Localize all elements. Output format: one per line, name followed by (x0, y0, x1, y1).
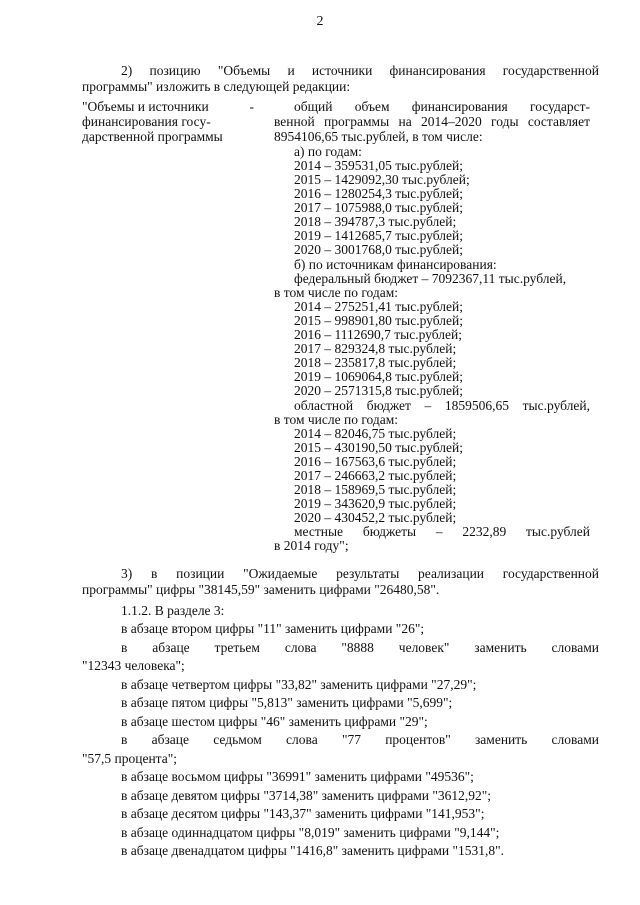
paragraph-3-line-1: в абзаце третьем слова "8888 человек" заменить словами (121, 640, 599, 655)
federal-year-row: 2015 – 998901,80 тыс.рублей; (294, 313, 463, 328)
by-years-heading: а) по годам: (294, 144, 362, 159)
intro-line-2: программы" изложить в следующей редакции: (82, 79, 351, 94)
regional-year-row: 2017 – 246663,2 тыс.рублей; (294, 468, 457, 483)
year-row: 2016 – 1280254,3 тыс.рублей; (294, 186, 463, 201)
paragraph-11: в абзаце одиннадцатом цифры "8,019" заменить цифрами "9,144"; (121, 825, 500, 840)
federal-year-row: 2020 – 2571315,8 тыс.рублей; (294, 383, 463, 398)
paragraph-6: в абзаце шестом цифры "46" заменить цифрами "29"; (121, 714, 428, 729)
local-budget-year: в 2014 году"; (274, 538, 349, 553)
paragraph-7-line-2: "57,5 процента"; (82, 751, 177, 766)
position-label-text: "Объемы и источники (82, 99, 209, 114)
regional-year-row: 2019 – 343620,9 тыс.рублей; (294, 496, 457, 511)
paragraph-10: в абзаце десятом цифры "143,37" заменить цифрами "141,953"; (121, 806, 485, 821)
total-line-3: 8954106,65 тыс.рублей, в том числе: (274, 129, 483, 144)
federal-year-row: 2017 – 829324,8 тыс.рублей; (294, 341, 457, 356)
federal-year-row: 2016 – 1112690,7 тыс.рублей; (294, 327, 462, 342)
position-label-dash: - (249, 99, 254, 114)
intro-line-1: 2) позицию "Объемы и источники финансирования государственной (121, 63, 599, 78)
local-budget-line: местные бюджеты – 2232,89 тыс.рублей (294, 524, 590, 539)
regional-year-row: 2020 – 430452,2 тыс.рублей; (294, 510, 457, 525)
item3-line-2: программы" цифры "38145,59" заменить цифрами "26480,58". (82, 582, 440, 597)
paragraph-3-line-2: "12343 человека"; (82, 658, 185, 673)
total-line-1: общий объем финансирования государст- (294, 99, 590, 114)
page-number: 2 (316, 14, 324, 29)
year-row: 2014 – 359531,05 тыс.рублей; (294, 158, 463, 173)
regional-year-row: 2018 – 158969,5 тыс.рублей; (294, 482, 457, 497)
year-row: 2017 – 1075988,0 тыс.рублей; (294, 200, 463, 215)
total-line-2: венной программы на 2014–2020 годы составляет (274, 114, 590, 129)
federal-year-row: 2019 – 1069064,8 тыс.рублей; (294, 369, 463, 384)
by-sources-heading: б) по источникам финансирования: (294, 257, 497, 272)
regional-year-row: 2015 – 430190,50 тыс.рублей; (294, 440, 463, 455)
year-row: 2019 – 1412685,7 тыс.рублей; (294, 228, 463, 243)
federal-by-years: в том числе по годам: (274, 285, 399, 300)
position-label-line-1 (82, 99, 254, 114)
federal-year-row: 2014 – 275251,41 тыс.рублей; (294, 299, 463, 314)
position-label (82, 99, 254, 144)
item3-line-1: 3) в позиции "Ожидаемые результаты реализации государственной (121, 566, 599, 581)
position-label-line-2: финансирования госу- (82, 114, 211, 129)
regional-year-row: 2014 – 82046,75 тыс.рублей; (294, 426, 457, 441)
regional-by-years: в том числе по годам: (274, 412, 399, 427)
paragraph-5: в абзаце пятом цифры "5,813" заменить цифрами "5,699"; (121, 695, 453, 710)
year-row: 2015 – 1429092,30 тыс.рублей; (294, 172, 470, 187)
paragraph-4: в абзаце четвертом цифры "33,82" заменить цифрами "27,29"; (121, 677, 477, 692)
paragraph-2: в абзаце втором цифры "11" заменить цифрами "26"; (121, 621, 425, 636)
section-heading: 1.1.2. В разделе 3: (121, 603, 225, 618)
paragraph-7-line-1: в абзаце седьмом слова "77 процентов" заменить словами (121, 732, 599, 747)
regional-budget-line: областной бюджет – 1859506,65 тыс.рублей, (294, 398, 590, 413)
federal-budget-line: федеральный бюджет – 7092367,11 тыс.рублей, (294, 271, 567, 286)
paragraph-8: в абзаце восьмом цифры "36991" заменить цифрами "49536"; (121, 769, 474, 784)
paragraph-9: в абзаце девятом цифры "3714,38" заменить цифрами "3612,92"; (121, 788, 492, 803)
paragraph-12: в абзаце двенадцатом цифры "1416,8" заменить цифрами "1531,8". (121, 843, 505, 858)
year-row: 2020 – 3001768,0 тыс.рублей; (294, 242, 463, 257)
regional-year-row: 2016 – 167563,6 тыс.рублей; (294, 454, 457, 469)
position-label-line-3: дарственной программы (82, 129, 223, 144)
year-row: 2018 – 394787,3 тыс.рублей; (294, 214, 457, 229)
federal-year-row: 2018 – 235817,8 тыс.рублей; (294, 355, 457, 370)
